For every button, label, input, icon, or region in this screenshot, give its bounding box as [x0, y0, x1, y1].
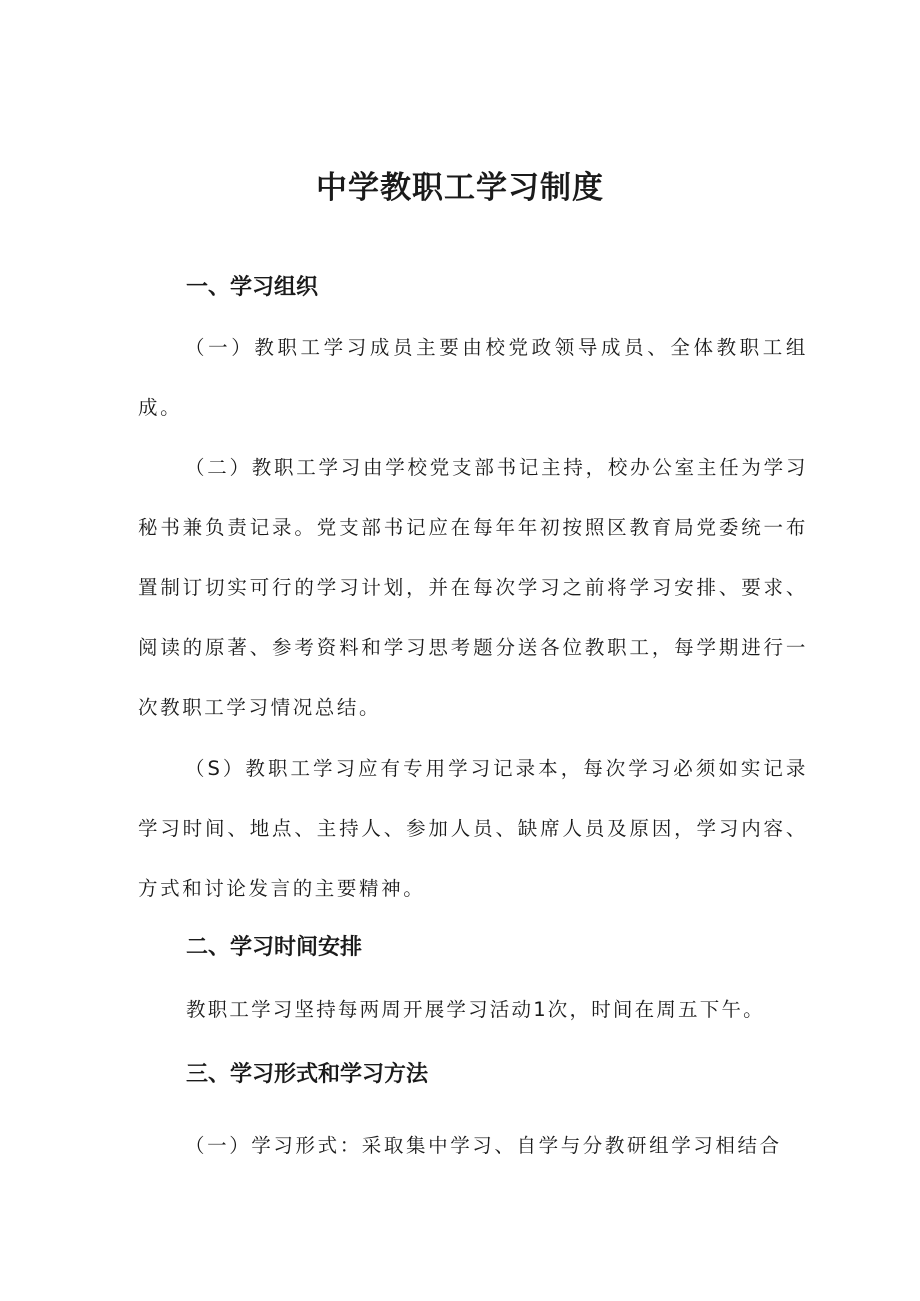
section-heading-organization: 一、学习组织 — [186, 275, 319, 300]
section-heading-schedule: 二、学习时间安排 — [186, 935, 363, 960]
document-title: 中学教职工学习制度 — [316, 170, 604, 206]
paragraph-records: （S）教职工学习应有专用学习记录本，每次学习必须如实记录学习时间、地点、主持人、参加人员、缺席人员及原因，学习内容、方式和讨论发言的主要精神。 — [138, 757, 808, 900]
paragraph-host-and-plan: （二）教职工学习由学校党支部书记主持，校办公室主任为学习秘书兼负责记录。党支部书记应在每年年初按照区教育局党委统一布置制订切实可行的学习计划，并在每次学习之前将学习安排、要求、阅读的原著、参考资料和学习思考题分送各位教职工，每学期进行一次教职工学习情况总结。 — [138, 456, 808, 719]
paragraph-schedule: 教职工学习坚持每两周开展学习活动1次，时间在周五下午。 — [186, 998, 765, 1021]
paragraph-members: （一）教职工学习成员主要由校党政领导成员、全体教职工组成。 — [138, 336, 808, 419]
paragraph-forms: （一）学习形式：采取集中学习、自学与分教研组学习相结合 — [185, 1134, 782, 1157]
section-heading-methods: 三、学习形式和学习方法 — [186, 1062, 429, 1087]
